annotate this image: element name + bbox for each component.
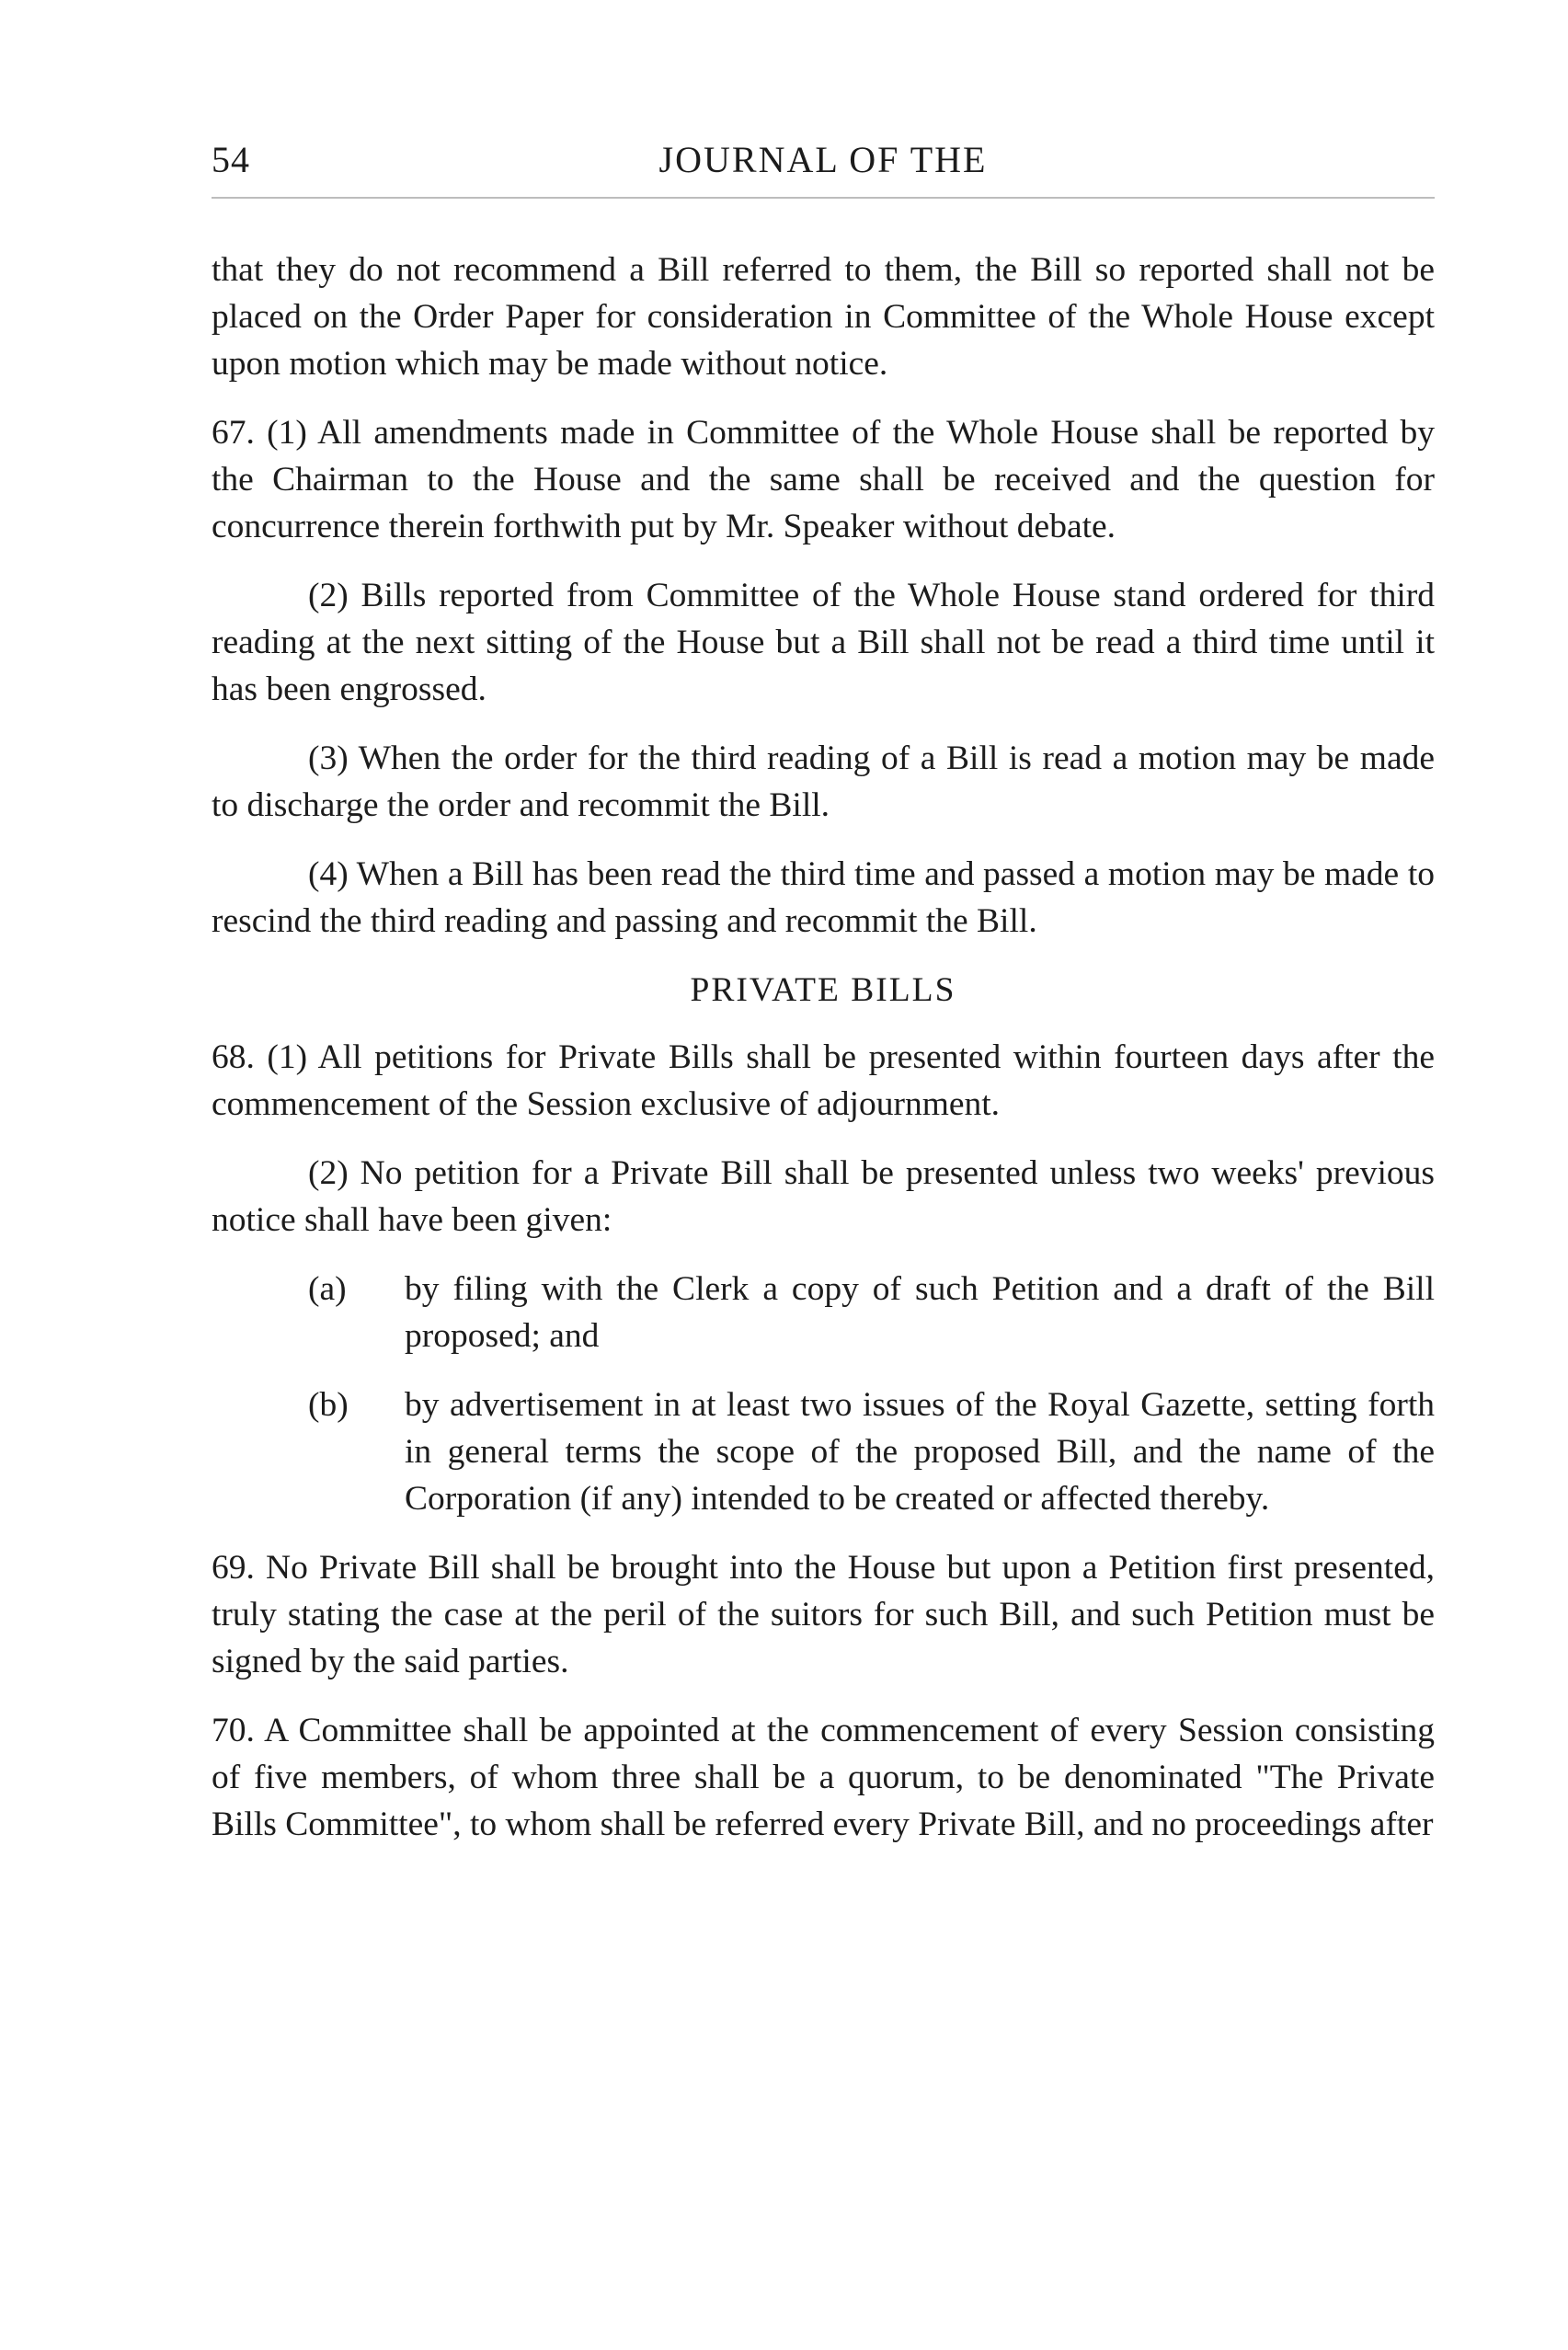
paragraph-67-2: (2) Bills reported from Committee of the Whole House stand ordered for third reading at the next sitting of the House but a Bill shall not be read a third time until it has been engrossed. xyxy=(212,577,1435,708)
paragraph-67-4: (4) When a Bill has been read the third time and passed a motion may be made to rescind the third reading and passing and recommit the Bill. xyxy=(212,855,1435,940)
paragraph-67-3: (3) When the order for the third reading of a Bill is read a motion may be made to discharge the order and recommit the Bill. xyxy=(212,739,1435,824)
section-heading: PRIVATE BILLS xyxy=(690,971,956,1009)
document-body xyxy=(212,246,1435,1870)
running-title: JOURNAL OF THE xyxy=(658,139,988,180)
paragraph-70: 70. A Committee shall be appointed at the commencement of every Session consisting of five members, of whom three shall be a quorum, to be denominated "The Private Bills Committee", to whom shall be referred every Private Bill, and no proceedings after xyxy=(212,1712,1435,1843)
list-item-b xyxy=(212,1381,1435,1522)
paragraph-68-1: 68. (1) All petitions for Private Bills shall be presented within fourteen days after the commencement of the Session exclusive of adjournment. xyxy=(212,1038,1435,1123)
paragraph-67-1: 67. (1) All amendments made in Committee of the Whole House shall be reported by the Chairman to the House and the same shall be received and the question for concurrence therein forthwith put by Mr. Speaker without debate. xyxy=(212,414,1435,545)
document-page xyxy=(212,0,1435,2350)
list-item-label: (a) xyxy=(308,1270,347,1308)
page-header xyxy=(212,138,1435,193)
list-item-label: (b) xyxy=(308,1386,349,1424)
paragraph-continuation: that they do not recommend a Bill referred to them, the Bill so reported shall not be placed on the Order Paper for consideration in Committee of the Whole House except upon motion which may be made without notice. xyxy=(212,251,1435,383)
list-item-a xyxy=(212,1266,1435,1359)
header-rule xyxy=(212,197,1435,199)
paragraph-69: 69. No Private Bill shall be brought into the House but upon a Petition first presented, truly stating the case at the peril of the suitors for such Bill, and such Petition must be signed by the said parties. xyxy=(212,1549,1435,1680)
page-number: 54 xyxy=(212,139,250,180)
paragraph-68-2: (2) No petition for a Private Bill shall be presented unless two weeks' previous notice shall have been given: xyxy=(212,1154,1435,1239)
list-item-text: by filing with the Clerk a copy of such Petition and a draft of the Bill proposed; and xyxy=(405,1270,1435,1355)
list-item-text: by advertisement in at least two issues of the Royal Gazette, setting forth in general terms the scope of the proposed Bill, and the name of the Corporation (if any) intended to be created or affected thereby. xyxy=(405,1386,1435,1518)
